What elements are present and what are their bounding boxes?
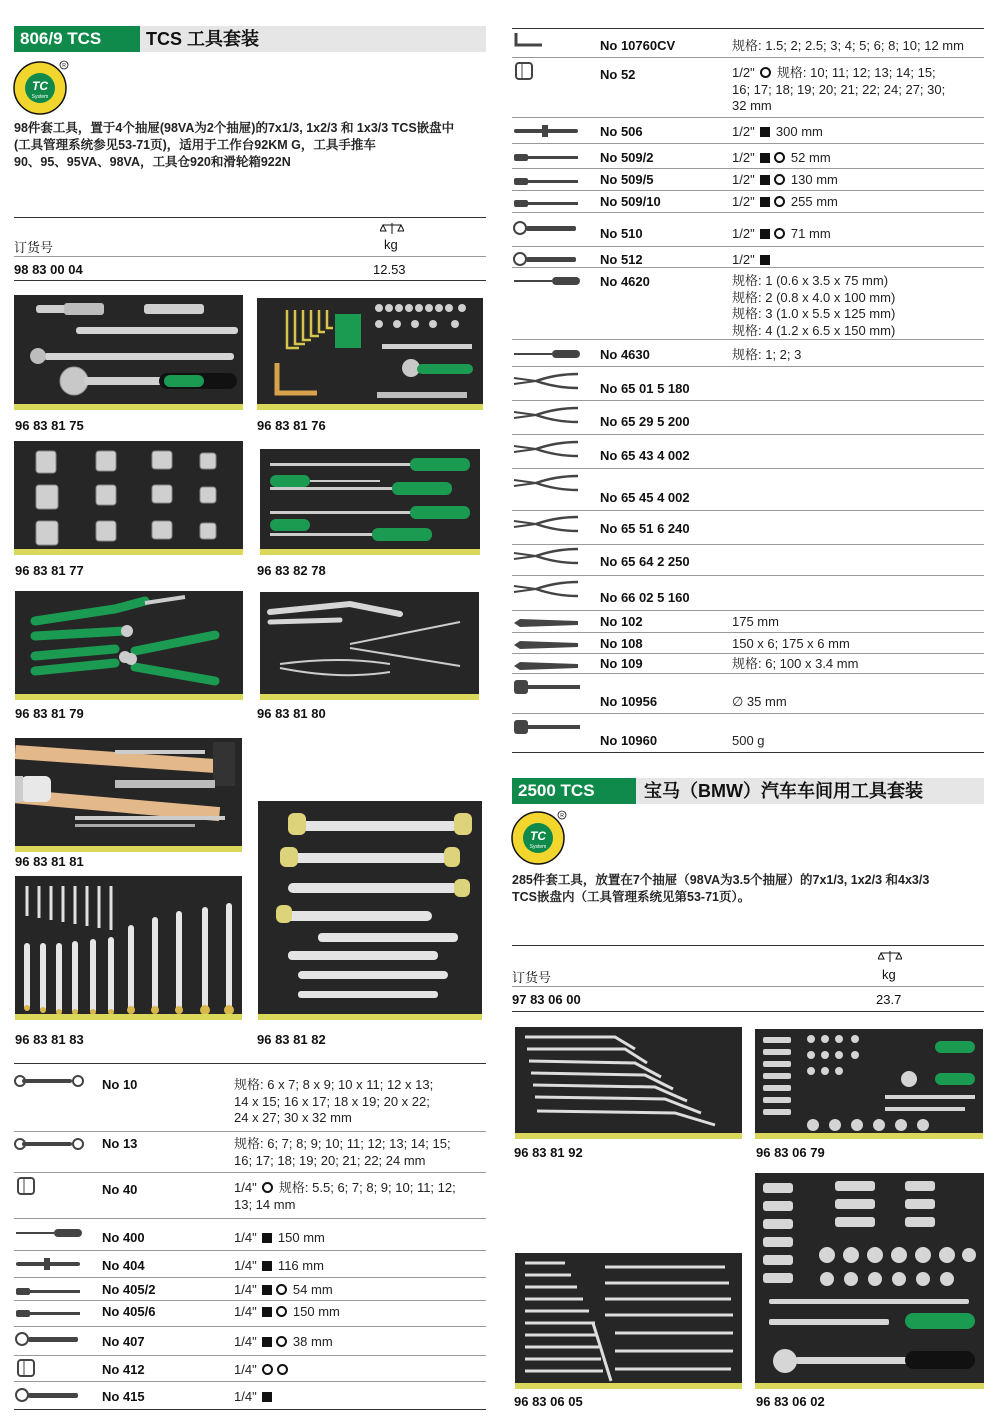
set1-logo-text: TC bbox=[32, 79, 48, 93]
tray-image bbox=[15, 738, 242, 852]
tool-number: No 13 bbox=[102, 1136, 138, 1151]
tray-part-number: 96 83 81 82 bbox=[257, 1032, 326, 1047]
wrench-icon bbox=[14, 1133, 84, 1155]
tool-spec: 1/4" 150 mm bbox=[234, 1230, 325, 1245]
tray-image bbox=[15, 591, 243, 700]
wrench-icon bbox=[14, 1070, 84, 1092]
tool-spec: 1/4" bbox=[234, 1389, 274, 1406]
plier-icon bbox=[512, 438, 582, 460]
set1-weight-unit: kg bbox=[384, 237, 398, 252]
ext-icon bbox=[14, 1280, 84, 1302]
tray-image bbox=[14, 295, 243, 410]
tool-spec: 150 x 6; 175 x 6 mm bbox=[732, 636, 850, 651]
tray-part-number: 96 83 81 92 bbox=[514, 1145, 583, 1160]
socket-icon bbox=[14, 1357, 84, 1379]
set2-order-label: 订货号 bbox=[512, 970, 552, 985]
plier-icon bbox=[512, 545, 582, 567]
set2-logo-text: TC bbox=[530, 829, 546, 843]
ext-icon bbox=[14, 1302, 84, 1324]
tray-part-number: 96 83 81 80 bbox=[257, 706, 326, 721]
ratchet-icon bbox=[14, 1384, 84, 1406]
tool-number: No 509/10 bbox=[600, 194, 661, 209]
bar-icon bbox=[512, 120, 582, 142]
set1-title: TCS 工具套装 bbox=[146, 29, 260, 49]
ext-icon bbox=[512, 192, 582, 214]
tool-spec: 175 mm bbox=[732, 614, 779, 629]
hammer-icon bbox=[512, 676, 582, 698]
tray-image bbox=[755, 1029, 983, 1139]
tool-spec: 规格: 6; 7; 8; 9; 10; 11; 12; 13; 14; 15; 16; 17; 18; 19; 20; 21; 22; 24 mm bbox=[234, 1136, 451, 1168]
driver-icon bbox=[512, 343, 582, 365]
tool-number: No 509/2 bbox=[600, 150, 654, 165]
tool-number: No 102 bbox=[600, 614, 643, 629]
tool-number: No 400 bbox=[102, 1230, 145, 1245]
driver-icon bbox=[14, 1222, 84, 1244]
tool-number: No 405/2 bbox=[102, 1282, 156, 1297]
tool-spec: 1/4" 规格: 5.5; 6; 7; 8; 9; 10; 11; 12; 13; 14 mm bbox=[234, 1180, 456, 1212]
tray-image bbox=[515, 1253, 742, 1389]
tool-spec: 1/4" 38 mm bbox=[234, 1334, 333, 1349]
tool-spec: 规格: 1 (0.6 x 3.5 x 75 mm) 规格: 2 (0.8 x 4.0 x 100 mm) 规格: 3 (1.0 x 5.5 x 125 mm) 规格: 4 (1.2 x 6.5 x 150 mm) bbox=[732, 273, 896, 338]
tray-part-number: 96 83 06 02 bbox=[756, 1394, 825, 1409]
tool-number: No 65 64 2 250 bbox=[600, 554, 690, 569]
set1-code: 806/9 TCS bbox=[14, 26, 140, 52]
tool-spec: ∅ 35 mm bbox=[732, 694, 787, 709]
tool-spec: 1/2" 130 mm bbox=[732, 172, 838, 187]
tool-number: No 10 bbox=[102, 1077, 138, 1092]
plier-icon bbox=[512, 578, 582, 600]
tool-number: No 10760CV bbox=[600, 38, 676, 53]
ratchet-icon bbox=[512, 217, 582, 239]
tool-number: No 65 43 4 002 bbox=[600, 448, 690, 463]
tool-spec: 规格: 1.5; 2; 2.5; 3; 4; 5; 6; 8; 10; 12 mm bbox=[732, 38, 964, 53]
socket-icon bbox=[14, 1175, 84, 1197]
ext-icon bbox=[512, 170, 582, 192]
tool-spec: 规格: 6 x 7; 8 x 9; 10 x 11; 12 x 13; 14 x 15; 16 x 17; 18 x 19; 20 x 22; 24 x 27; 30 x 32 mm bbox=[234, 1077, 434, 1125]
weight-scale-icon bbox=[380, 222, 404, 236]
tool-spec: 500 g bbox=[732, 733, 765, 748]
tool-number: No 4620 bbox=[600, 274, 650, 289]
set1-header bbox=[14, 26, 486, 52]
tool-number: No 512 bbox=[600, 252, 643, 267]
tool-number: No 108 bbox=[600, 636, 643, 651]
tool-number: No 65 29 5 200 bbox=[600, 414, 690, 429]
tool-spec: 规格: 1; 2; 3 bbox=[732, 347, 802, 362]
tool-number: No 404 bbox=[102, 1258, 145, 1273]
tool-number: No 4630 bbox=[600, 347, 650, 362]
tray-image bbox=[755, 1173, 984, 1389]
tool-number: No 65 01 5 180 bbox=[600, 381, 690, 396]
bar-icon bbox=[14, 1253, 84, 1275]
tool-number: No 109 bbox=[600, 656, 643, 671]
chisel-icon bbox=[512, 612, 582, 634]
tray-part-number: 96 83 81 79 bbox=[15, 706, 84, 721]
tool-spec: 1/2" bbox=[732, 252, 772, 269]
plier-icon bbox=[512, 404, 582, 426]
plier-icon bbox=[512, 513, 582, 535]
set1-order-label: 订货号 bbox=[14, 240, 54, 255]
hammer-icon bbox=[512, 716, 582, 738]
driver-icon bbox=[512, 270, 582, 292]
tool-spec: 1/2" 71 mm bbox=[732, 226, 831, 241]
weight-scale-icon bbox=[878, 950, 902, 964]
tray-image bbox=[15, 876, 242, 1020]
plier-icon bbox=[512, 472, 582, 494]
tool-spec: 1/4" 116 mm bbox=[234, 1258, 324, 1273]
tool-number: No 506 bbox=[600, 124, 643, 139]
set2-weight-unit: kg bbox=[882, 967, 896, 982]
tool-spec: 1/4" bbox=[234, 1362, 290, 1379]
tray-image bbox=[260, 449, 480, 555]
tool-number: No 412 bbox=[102, 1362, 145, 1377]
tool-spec: 规格: 6; 100 x 3.4 mm bbox=[732, 656, 859, 671]
tray-image bbox=[257, 298, 483, 410]
set2-order-no: 97 83 06 00 bbox=[512, 992, 581, 1007]
tool-number: No 10960 bbox=[600, 733, 658, 748]
set1-logo-sub: System bbox=[31, 94, 49, 100]
tool-spec: 1/2" 52 mm bbox=[732, 150, 831, 165]
svg-text:R: R bbox=[62, 63, 66, 69]
tray-part-number: 96 83 06 05 bbox=[514, 1394, 583, 1409]
set1-weight: 12.53 bbox=[373, 262, 406, 277]
tray-part-number: 96 83 81 76 bbox=[257, 418, 326, 433]
tray-part-number: 96 83 81 75 bbox=[15, 418, 84, 433]
tray-part-number: 96 83 82 78 bbox=[257, 563, 326, 578]
tray-image bbox=[258, 801, 482, 1020]
tool-spec: 1/4" 150 mm bbox=[234, 1304, 340, 1319]
tool-spec: 1/2" 300 mm bbox=[732, 124, 823, 139]
set2-weight: 23.7 bbox=[876, 992, 902, 1007]
tray-part-number: 96 83 81 77 bbox=[15, 563, 84, 578]
socket-icon bbox=[512, 60, 582, 82]
tray-image bbox=[14, 441, 243, 555]
ext-icon bbox=[512, 146, 582, 168]
tool-number: No 509/5 bbox=[600, 172, 654, 187]
tray-image bbox=[260, 592, 479, 700]
set2-logo-sub: System bbox=[529, 844, 547, 850]
tray-part-number: 96 83 06 79 bbox=[756, 1145, 825, 1160]
tool-number: No 65 45 4 002 bbox=[600, 490, 690, 505]
set1-order-no: 98 83 00 04 bbox=[14, 262, 83, 277]
set1-description: 98件套工具，置于4个抽屉(98VA为2个抽屉)的7x1/3, 1x2/3 和 1x3/3 TCS嵌盘中 (工具管理系统参见53-71页)，适用于工作台92KM G，工具手推车 90、95、95VA、98VA，工具仓920和滑轮箱922N bbox=[14, 121, 455, 169]
set2-header bbox=[512, 778, 984, 804]
tool-number: No 40 bbox=[102, 1182, 138, 1197]
tool-number: No 52 bbox=[600, 67, 636, 82]
tool-number: No 415 bbox=[102, 1389, 145, 1404]
tool-number: No 66 02 5 160 bbox=[600, 590, 690, 605]
tcs-logo-icon bbox=[12, 58, 72, 118]
tool-number: No 10956 bbox=[600, 694, 658, 709]
tray-image bbox=[515, 1027, 742, 1139]
ratchet-icon bbox=[14, 1328, 84, 1350]
tool-number: No 407 bbox=[102, 1334, 145, 1349]
tcs-logo-icon bbox=[510, 808, 570, 868]
set2-title: 宝马（BMW）汽车车间用工具套装 bbox=[644, 781, 923, 801]
tool-spec: 1/2" 规格: 10; 11; 12; 13; 14; 15; 16; 17; 18; 19; 20; 21; 22; 24; 27; 30; 32 mm bbox=[732, 65, 946, 113]
tool-number: No 510 bbox=[600, 226, 643, 241]
tray-part-number: 96 83 81 83 bbox=[15, 1032, 84, 1047]
hex-icon bbox=[512, 30, 582, 52]
tray-part-number: 96 83 81 81 bbox=[15, 854, 84, 869]
tool-spec: 1/4" 54 mm bbox=[234, 1282, 333, 1297]
tool-number: No 405/6 bbox=[102, 1304, 156, 1319]
tool-spec: 1/2" 255 mm bbox=[732, 194, 838, 209]
plier-icon bbox=[512, 370, 582, 392]
svg-text:R: R bbox=[560, 813, 564, 819]
set2-code: 2500 TCS bbox=[512, 778, 636, 804]
set2-description: 285件套工具，放置在7个抽屉（98VA为3.5个抽屉）的7x1/3, 1x2/3 和4x3/3 TCS嵌盘内（工具管理系统见第53-71页）。 bbox=[512, 873, 930, 904]
tool-number: No 65 51 6 240 bbox=[600, 521, 690, 536]
